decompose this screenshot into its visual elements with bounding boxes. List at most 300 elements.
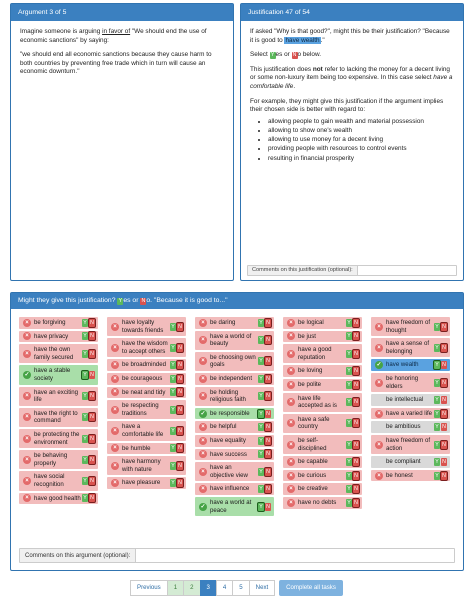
yes-no-toggle [346, 499, 359, 507]
value-option[interactable] [19, 493, 98, 505]
yes-button[interactable]: Y [171, 344, 175, 351]
value-option-label: be curious [298, 471, 327, 479]
value-option[interactable] [195, 352, 274, 371]
value-option[interactable] [195, 497, 274, 516]
value-option-label: be humble [122, 444, 151, 452]
x-circle-icon: × [23, 319, 31, 327]
yes-no-toggle [346, 441, 359, 449]
yes-button[interactable]: Y [171, 323, 175, 330]
no-tag: N [292, 52, 297, 59]
yes-no-toggle [346, 472, 359, 480]
value-option-label: be ambitious [386, 423, 421, 431]
value-option[interactable] [283, 470, 362, 482]
value-option[interactable] [19, 317, 98, 329]
value-option-label: have life accepted as is [298, 394, 337, 410]
no-button[interactable]: N [354, 319, 358, 326]
value-option[interactable] [371, 421, 450, 433]
yes-no-toggle [434, 410, 447, 418]
value-option-label: have harmony with nature [122, 458, 161, 473]
no-button[interactable]: N [178, 389, 182, 396]
x-circle-icon: × [199, 375, 207, 383]
value-option[interactable] [371, 338, 450, 357]
yes-button[interactable]: Y [83, 350, 87, 357]
value-option-label: be loving [298, 367, 323, 375]
value-option[interactable] [283, 365, 362, 377]
yes-button[interactable]: Y [171, 375, 175, 382]
value-option[interactable] [107, 456, 186, 475]
x-circle-icon: × [111, 406, 119, 414]
value-option[interactable] [371, 317, 450, 336]
page-2-button[interactable]: 2 [183, 580, 200, 596]
pagination [131, 580, 275, 596]
yes-no-toggle [82, 392, 95, 400]
justification-comment-label: Comments on this justification (optional): [248, 266, 358, 275]
value-option[interactable] [107, 400, 186, 419]
value-option-label: be forgiving [34, 319, 66, 326]
no-button[interactable]: N [90, 350, 94, 357]
x-circle-icon: × [111, 479, 119, 487]
x-circle-icon: × [23, 413, 31, 421]
yes-button[interactable]: Y [435, 441, 439, 448]
page-5-button[interactable]: 5 [232, 580, 249, 596]
yes-button[interactable]: Y [83, 371, 87, 378]
no-button[interactable]: N [354, 420, 358, 427]
no-button[interactable]: N [90, 319, 94, 326]
value-option[interactable] [195, 462, 274, 481]
yes-button[interactable]: Y [171, 445, 175, 452]
value-option[interactable] [371, 394, 450, 406]
no-button[interactable]: N [90, 333, 94, 340]
yes-button[interactable]: Y [347, 472, 351, 479]
no-button[interactable]: N [266, 375, 270, 382]
x-circle-icon: × [111, 323, 119, 331]
value-option-label: be daring [210, 319, 236, 326]
x-circle-icon: × [287, 458, 295, 466]
yes-button[interactable]: Y [347, 441, 351, 448]
no-button[interactable]: N [178, 406, 182, 413]
argument-panel [10, 3, 234, 281]
value-option[interactable] [107, 359, 186, 371]
yes-no-toggle [434, 361, 447, 369]
yes-button[interactable]: Y [171, 389, 175, 396]
value-option-label: have an exciting life [34, 388, 79, 404]
yes-no-toggle [434, 441, 447, 449]
value-option[interactable] [283, 497, 362, 509]
yes-button[interactable]: Y [347, 499, 351, 506]
yes-no-toggle [82, 456, 95, 464]
yes-no-toggle [258, 375, 271, 383]
value-option[interactable] [107, 443, 186, 455]
no-button[interactable]: N [354, 458, 358, 465]
value-option[interactable] [283, 456, 362, 468]
yes-button[interactable]: Y [347, 458, 351, 465]
value-option-label: have success [210, 450, 247, 458]
yes-button[interactable]: Y [83, 414, 87, 421]
value-option-label: be holding religious faith [210, 388, 246, 404]
x-circle-icon: × [111, 427, 119, 435]
yes-no-toggle [82, 332, 95, 340]
yes-button[interactable]: Y [259, 486, 263, 493]
no-button[interactable]: N [354, 333, 358, 340]
value-option[interactable] [19, 331, 98, 343]
value-option-label: be responsible [210, 409, 250, 417]
value-option-label: be courageous [122, 374, 163, 382]
no-button[interactable]: N [266, 437, 270, 444]
x-circle-icon: × [23, 435, 31, 443]
options-header: Might they give this justification? Yes or No. "Because it is good to..." [11, 293, 463, 309]
no-button[interactable]: N [178, 323, 182, 330]
value-option-label: have a world at peace [210, 498, 252, 514]
no-button[interactable]: N [354, 499, 358, 506]
yes-no-toggle [434, 458, 447, 466]
options-column [107, 317, 187, 491]
no-button[interactable]: N [354, 486, 358, 493]
no-button[interactable]: N [178, 480, 182, 487]
yes-no-toggle [346, 381, 359, 389]
yes-no-toggle [82, 371, 95, 379]
x-circle-icon: × [111, 344, 119, 352]
yes-no-toggle [258, 410, 271, 418]
yes-no-toggle [346, 458, 359, 466]
value-option[interactable] [19, 344, 98, 363]
justification-comment-input[interactable] [358, 266, 456, 275]
yes-button[interactable]: Y [259, 375, 263, 382]
value-option-label: have a stable society [34, 367, 71, 382]
yes-no-toggle [258, 485, 271, 493]
x-circle-icon: × [287, 381, 295, 389]
x-circle-icon: × [287, 485, 295, 493]
options-column [371, 317, 451, 483]
value-option[interactable] [283, 393, 362, 412]
yes-no-toggle [258, 319, 271, 327]
justification-example-intro: For example, they might give this justification if the argument implies their chosen side is better with regard to: [250, 97, 444, 114]
value-option[interactable] [283, 483, 362, 495]
no-button[interactable]: N [178, 362, 182, 369]
yes-no-toggle [170, 323, 183, 331]
x-circle-icon: × [375, 472, 383, 480]
x-circle-icon: × [375, 441, 383, 449]
no-button[interactable]: N [354, 441, 358, 448]
x-circle-icon: × [23, 350, 31, 358]
value-option[interactable] [283, 344, 362, 363]
check-circle-icon: ✓ [24, 371, 30, 378]
value-option[interactable] [371, 373, 450, 392]
no-button[interactable]: N [266, 410, 270, 417]
value-option-label: be creative [298, 485, 328, 493]
no-button[interactable]: N [442, 424, 446, 431]
x-circle-icon: × [111, 388, 119, 396]
value-option[interactable] [19, 429, 98, 448]
x-circle-icon: × [375, 410, 383, 418]
no-button[interactable]: N [442, 441, 446, 448]
x-circle-icon: × [375, 379, 383, 387]
argument-comment-group [19, 548, 455, 563]
yes-button[interactable]: Y [435, 424, 439, 431]
x-circle-icon: × [375, 344, 383, 352]
no-button[interactable]: N [354, 472, 358, 479]
value-option[interactable] [283, 379, 362, 391]
yes-button[interactable]: Y [435, 458, 439, 465]
x-circle-icon: × [199, 319, 207, 327]
x-circle-icon: × [111, 375, 119, 383]
no-button[interactable]: N [442, 323, 446, 330]
yes-button[interactable]: Y [259, 337, 263, 344]
no-button[interactable]: N [442, 410, 446, 417]
value-option[interactable] [283, 414, 362, 433]
no-button[interactable]: N [90, 435, 94, 442]
no-button[interactable]: N [178, 462, 182, 469]
yes-button[interactable]: Y [435, 410, 439, 417]
check-circle-icon: ✓ [200, 503, 206, 510]
yes-no-toggle [170, 427, 183, 435]
argument-comment-label: Comments on this argument (optional): [20, 549, 136, 562]
options-column [19, 317, 99, 506]
x-circle-icon: × [199, 423, 207, 431]
justification-example-item: • allowing to show one's wealth [268, 127, 454, 136]
no-button[interactable]: N [266, 503, 270, 510]
justification-question: If asked "Why is that good?", might this be their justification? "Because it is good to have wealth." [250, 28, 450, 44]
previous-page-button[interactable]: Previous [130, 580, 168, 596]
value-option[interactable] [195, 331, 274, 350]
no-button[interactable]: N [178, 445, 182, 452]
argument-quote: "we should end all economic sanctions because they cause harm to both countries by preventing free trade which in turn will cause an economic downturn." [20, 51, 212, 76]
value-option[interactable] [107, 373, 186, 385]
yes-button[interactable]: Y [83, 435, 87, 442]
yes-button[interactable]: Y [83, 393, 87, 400]
x-circle-icon: × [287, 472, 295, 480]
yes-button[interactable]: Y [83, 333, 87, 340]
yes-button[interactable]: Y [259, 437, 263, 444]
x-circle-icon: × [199, 485, 207, 493]
value-option-label: be honest [386, 471, 413, 479]
yes-button[interactable]: Y [347, 368, 351, 375]
x-circle-icon: × [199, 450, 207, 458]
no-button[interactable]: N [266, 451, 270, 458]
yes-button[interactable]: Y [347, 420, 351, 427]
x-circle-icon: × [287, 332, 295, 340]
x-circle-icon: × [111, 462, 119, 470]
yes-button[interactable]: Y [259, 424, 263, 431]
yes-button[interactable]: Y [259, 503, 263, 510]
no-button[interactable]: N [442, 472, 446, 479]
yes-button[interactable]: Y [347, 319, 351, 326]
value-option-label: have no debts [298, 498, 337, 506]
yes-no-toggle [82, 435, 95, 443]
page-3-button[interactable]: 3 [200, 580, 217, 596]
no-button[interactable]: N [442, 396, 446, 403]
no-button[interactable]: N [178, 427, 182, 434]
value-option-label: be compliant [386, 458, 421, 466]
value-option-label: have a safe country [298, 415, 330, 431]
yes-no-toggle [434, 423, 447, 431]
yes-no-toggle [258, 336, 271, 344]
complete-all-tasks-button[interactable]: Complete all tasks [279, 580, 343, 596]
value-option[interactable] [195, 483, 274, 495]
x-circle-icon: × [111, 444, 119, 452]
page-4-button[interactable]: 4 [216, 580, 233, 596]
yes-button[interactable]: Y [347, 350, 351, 357]
yes-no-toggle [170, 361, 183, 369]
value-option-label: be broadminded [122, 361, 167, 369]
yes-button[interactable]: Y [259, 410, 263, 417]
yes-button[interactable]: Y [259, 468, 263, 475]
yes-button[interactable]: Y [83, 319, 87, 326]
yes-button[interactable]: Y [347, 333, 351, 340]
yes-button[interactable]: Y [171, 462, 175, 469]
yes-button[interactable]: Y [347, 399, 351, 406]
x-circle-icon: × [287, 441, 295, 449]
yes-no-toggle [434, 344, 447, 352]
yes-no-toggle [170, 344, 183, 352]
value-option[interactable] [195, 317, 274, 329]
no-button[interactable]: N [354, 399, 358, 406]
no-button[interactable]: N [354, 350, 358, 357]
value-option[interactable] [107, 338, 186, 357]
justification-select-instruction: Select Yes or No below. [250, 51, 321, 59]
no-button[interactable]: N [354, 368, 358, 375]
value-option-label: have the right to command [34, 409, 78, 425]
x-circle-icon: × [23, 392, 31, 400]
value-option[interactable] [195, 387, 274, 406]
x-circle-icon: × [287, 398, 295, 406]
yes-button[interactable]: Y [259, 451, 263, 458]
argument-comment-input[interactable] [136, 549, 454, 562]
value-option-label: have the own family secured [34, 346, 74, 361]
value-option-label: be just [298, 332, 316, 340]
no-button[interactable]: N [266, 319, 270, 326]
x-circle-icon: × [199, 336, 207, 344]
no-button[interactable]: N [90, 393, 94, 400]
yes-no-toggle [170, 375, 183, 383]
value-option[interactable] [107, 421, 186, 440]
no-button[interactable]: N [442, 458, 446, 465]
yes-button[interactable]: Y [171, 362, 175, 369]
yes-no-toggle [170, 479, 183, 487]
no-button[interactable]: N [178, 344, 182, 351]
yes-button[interactable]: Y [347, 381, 351, 388]
yes-button[interactable]: Y [435, 379, 439, 386]
value-option[interactable] [19, 408, 98, 427]
yes-tag: Y [118, 298, 123, 304]
value-option-label: be intellectual [386, 396, 424, 404]
value-option[interactable] [371, 470, 450, 482]
yes-button[interactable]: Y [347, 486, 351, 493]
no-button[interactable]: N [90, 477, 94, 484]
page-1-button[interactable]: 1 [167, 580, 184, 596]
no-button[interactable]: N [90, 495, 94, 502]
yes-button[interactable]: Y [171, 480, 175, 487]
no-button[interactable]: N [266, 468, 270, 475]
x-circle-icon: × [287, 367, 295, 375]
no-button[interactable]: N [266, 337, 270, 344]
no-button[interactable]: N [442, 362, 446, 369]
no-button[interactable]: N [178, 375, 182, 382]
yes-no-toggle [434, 323, 447, 331]
value-option[interactable] [195, 373, 274, 385]
value-option-label: have wealth [386, 361, 419, 369]
no-tag: N [141, 298, 146, 304]
value-option[interactable] [19, 471, 98, 490]
value-option[interactable] [107, 477, 186, 489]
justification-example-list [250, 118, 454, 163]
value-option[interactable] [283, 435, 362, 454]
value-option[interactable] [195, 408, 274, 420]
yes-button[interactable]: Y [435, 362, 439, 369]
yes-button[interactable]: Y [83, 477, 87, 484]
no-button[interactable]: N [442, 344, 446, 351]
no-button[interactable]: N [266, 393, 270, 400]
yes-no-toggle [346, 350, 359, 358]
value-option[interactable] [195, 449, 274, 461]
value-option[interactable] [19, 365, 98, 384]
justification-example-item: • allowing to use money for a decent living [268, 136, 454, 145]
value-option[interactable] [371, 456, 450, 468]
value-option[interactable] [107, 317, 186, 336]
value-option[interactable] [19, 387, 98, 406]
yes-button[interactable]: Y [435, 472, 439, 479]
no-button[interactable]: N [442, 379, 446, 386]
value-option[interactable] [107, 387, 186, 399]
no-button[interactable]: N [90, 414, 94, 421]
next-page-button[interactable]: Next [249, 580, 276, 596]
no-button[interactable]: N [266, 358, 270, 365]
yes-no-toggle [258, 503, 271, 511]
value-option-label: have equality [210, 436, 246, 444]
value-option[interactable] [195, 421, 274, 433]
value-option[interactable] [195, 435, 274, 447]
yes-no-toggle [82, 319, 95, 327]
yes-no-toggle [346, 419, 359, 427]
value-option[interactable] [371, 435, 450, 454]
x-circle-icon: × [199, 357, 207, 365]
yes-no-toggle [82, 413, 95, 421]
yes-button[interactable]: Y [259, 393, 263, 400]
yes-button[interactable]: Y [435, 396, 439, 403]
yes-button[interactable]: Y [83, 495, 87, 502]
value-option[interactable] [371, 359, 450, 371]
x-circle-icon: × [287, 319, 295, 327]
value-option-label: be logical [298, 319, 324, 326]
yes-button[interactable]: Y [83, 456, 87, 463]
yes-button[interactable]: Y [259, 358, 263, 365]
yes-no-toggle [82, 494, 95, 502]
value-option-label: have a sense of belonging [386, 340, 430, 355]
value-option[interactable] [283, 317, 362, 329]
value-option[interactable] [371, 408, 450, 420]
yes-button[interactable]: Y [171, 406, 175, 413]
value-option-label: have an objective view [210, 464, 248, 479]
no-button[interactable]: N [90, 371, 94, 378]
yes-no-toggle [170, 388, 183, 396]
yes-button[interactable]: Y [171, 427, 175, 434]
no-button[interactable]: N [90, 456, 94, 463]
yes-button[interactable]: Y [435, 323, 439, 330]
value-option-label: be choosing own goals [210, 353, 256, 369]
yes-button[interactable]: Y [435, 344, 439, 351]
value-option[interactable] [283, 331, 362, 343]
no-button[interactable]: N [266, 486, 270, 493]
value-option[interactable] [19, 450, 98, 469]
yes-no-toggle [258, 357, 271, 365]
value-option-label: be helpful [210, 423, 237, 431]
yes-button[interactable]: Y [259, 319, 263, 326]
no-button[interactable]: N [266, 424, 270, 431]
x-circle-icon: × [287, 419, 295, 427]
x-circle-icon: × [287, 350, 295, 358]
value-option-label: have pleasure [122, 479, 161, 487]
x-circle-icon: × [23, 477, 31, 485]
no-button[interactable]: N [354, 381, 358, 388]
